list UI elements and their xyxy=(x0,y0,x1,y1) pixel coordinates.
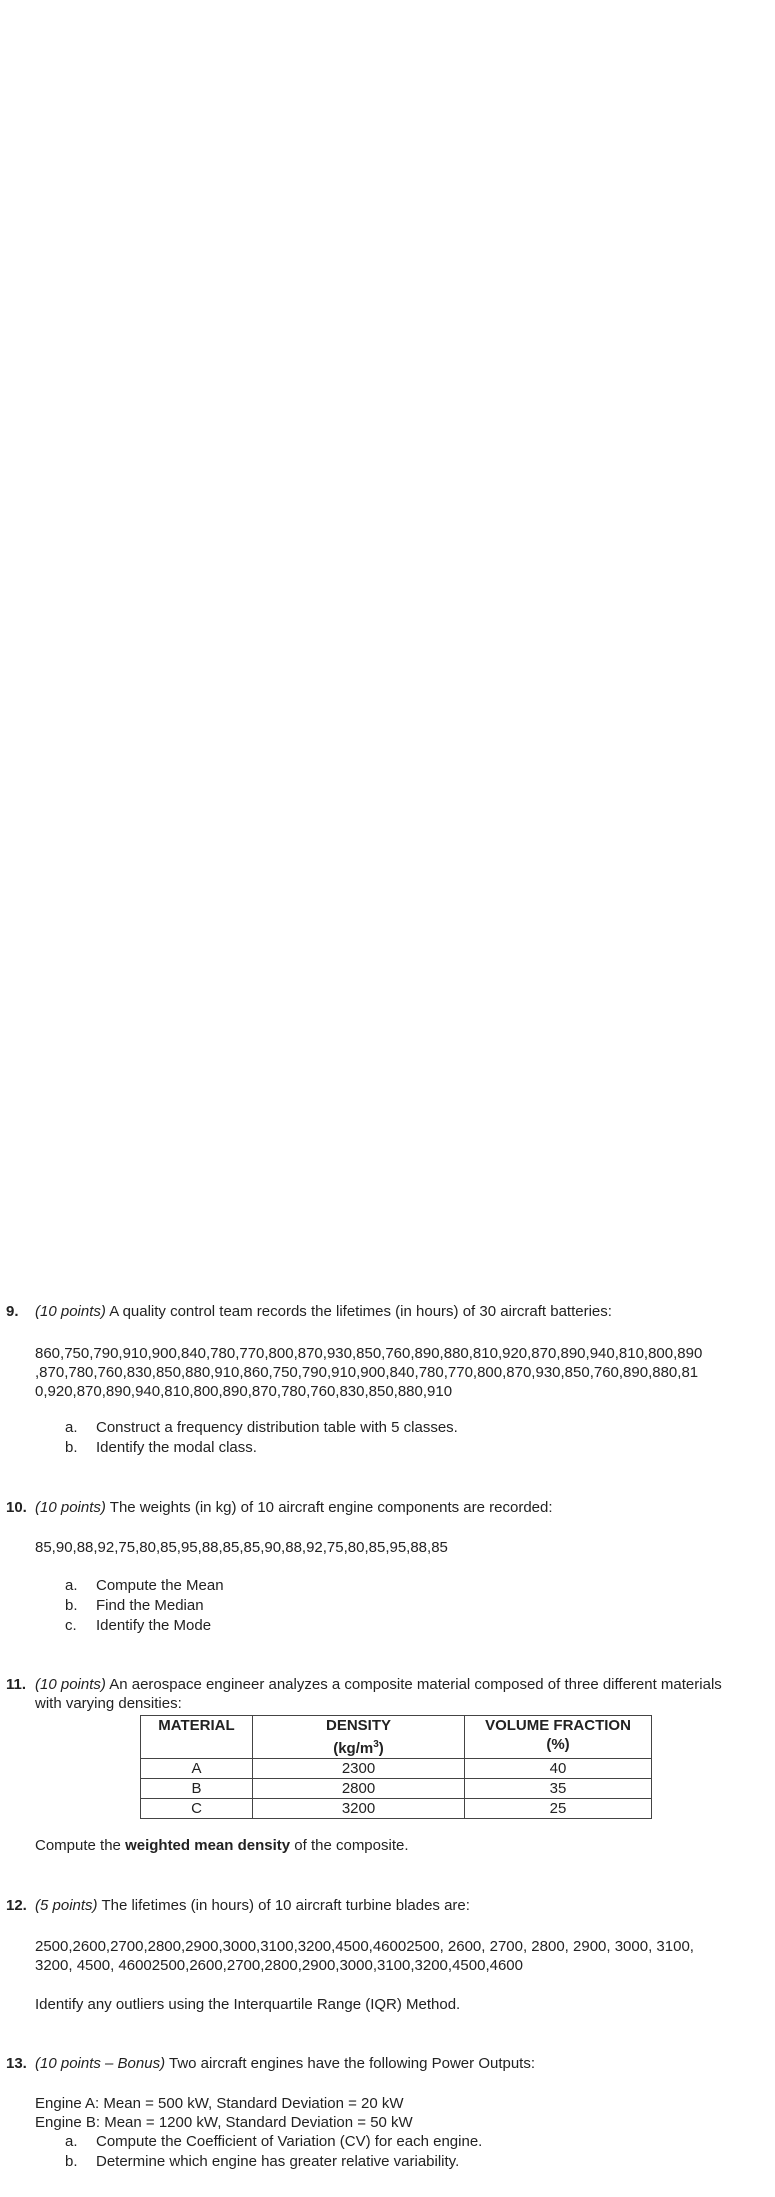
table-row xyxy=(141,1779,652,1799)
sub-question-marker: a. xyxy=(65,1577,78,1594)
question-text: A quality control team records the lifetimes (in hours) of 30 aircraft batteries: xyxy=(109,1303,612,1320)
question-number: 9. xyxy=(6,1303,19,1320)
column-header-volume-fraction xyxy=(465,1716,652,1759)
sub-question-list xyxy=(0,1576,775,1636)
volume-cell: 35 xyxy=(465,1779,652,1799)
sub-question-text: Find the Median xyxy=(96,1597,204,1614)
question-points: (10 points) xyxy=(35,1303,106,1320)
weighted-mean-instruction: Compute the weighted mean density of the composite. xyxy=(35,1837,409,1854)
sub-question-text: Identify the Mode xyxy=(96,1617,212,1634)
sub-question-list xyxy=(0,2132,775,2172)
sub-question-marker: c. xyxy=(65,1617,77,1634)
question-text: An aerospace engineer analyzes a composite material composed of three different materials with varying densities: xyxy=(35,1676,722,1712)
question-number: 10. xyxy=(6,1499,27,1516)
question-points: (10 points – Bonus) xyxy=(35,2055,166,2072)
sub-question xyxy=(0,1616,775,1636)
question-11 xyxy=(0,1675,775,1854)
column-header-material: MATERIAL xyxy=(141,1716,253,1759)
column-header-density xyxy=(253,1716,465,1759)
material-cell: A xyxy=(141,1759,253,1779)
question-text: Two aircraft engines have the following Power Outputs: xyxy=(168,2055,536,2072)
sub-question-marker: b. xyxy=(65,1597,78,1614)
volume-cell: 25 xyxy=(465,1799,652,1819)
engine-a-spec: Engine A: Mean = 500 kW, Standard Deviation = 20 kW xyxy=(35,2095,404,2112)
question-13-prompt xyxy=(0,2054,775,2074)
question-text: The lifetimes (in hours) of 10 aircraft turbine blades are: xyxy=(101,1897,470,1914)
question-9-prompt xyxy=(0,1302,775,1322)
component-weights-data: 85,90,88,92,75,80,85,95,88,85,85,90,88,92,75,80,85,95,88,85 xyxy=(35,1539,448,1556)
question-10-prompt xyxy=(0,1498,775,1518)
data-line: 2500,2600,2700,2800,2900,3000,3100,3200,4500,46002500, 2600, 2700, 2800, 2900, 3000, 3100, xyxy=(35,1938,694,1955)
question-points: (10 points) xyxy=(35,1499,106,1516)
question-points: (5 points) xyxy=(35,1897,98,1914)
sub-question-text: Identify the modal class. xyxy=(96,1439,257,1456)
volume-cell: 40 xyxy=(465,1759,652,1779)
battery-lifetimes-data xyxy=(35,1344,775,1401)
sub-question xyxy=(0,1576,775,1596)
sub-question-text: Construct a frequency distribution table with 5 classes. xyxy=(96,1419,458,1436)
volume-header-label: VOLUME FRACTION xyxy=(485,1717,631,1734)
question-12 xyxy=(0,1896,775,2014)
sub-question-marker: a. xyxy=(65,1419,78,1436)
table-row xyxy=(141,1799,652,1819)
sub-question-list xyxy=(0,1418,775,1458)
engine-b-spec: Engine B: Mean = 1200 kW, Standard Deviation = 50 kW xyxy=(35,2114,413,2131)
table-header-row xyxy=(141,1716,652,1759)
table-row xyxy=(141,1759,652,1779)
question-10 xyxy=(0,1498,775,1636)
density-header-unit: $(kg/m^3)$ xyxy=(333,1739,384,1757)
turbine-lifetimes-data xyxy=(35,1937,775,1975)
data-line: ,870,780,760,830,850,880,910,860,750,790,910,900,840,780,770,800,870,930,850,760,890,880,81 xyxy=(35,1364,699,1381)
materials-table xyxy=(140,1715,652,1819)
data-line: 3200, 4500, 46002500,2600,2700,2800,2900,3000,3100,3200,4500,4600 xyxy=(35,1957,523,1974)
sub-question-text: Compute the Coefficient of Variation (CV) for each engine. xyxy=(96,2133,483,2150)
sub-question xyxy=(0,1438,775,1458)
density-header-label: DENSITY xyxy=(325,1717,391,1734)
sub-question-marker: b. xyxy=(65,2153,78,2170)
engine-specs xyxy=(35,2094,775,2132)
sub-question-text: Determine which engine has greater relative variability. xyxy=(96,2153,460,2170)
question-11-prompt xyxy=(0,1675,735,1713)
question-number: 11. xyxy=(6,1676,27,1693)
data-line: 860,750,790,910,900,840,780,770,800,870,930,850,760,890,880,810,920,870,890,940,810,800,890 xyxy=(35,1345,703,1362)
data-line: 0,920,870,890,940,810,800,890,870,780,760,830,850,880,910 xyxy=(35,1383,453,1400)
density-cell: 2800 xyxy=(253,1779,465,1799)
sub-question xyxy=(0,1418,775,1438)
question-12-prompt xyxy=(0,1896,775,1916)
sub-question xyxy=(0,2132,775,2152)
question-number: 13. xyxy=(6,2055,27,2072)
emphasis-text: weighted mean density xyxy=(125,1837,291,1854)
sub-question xyxy=(0,2152,775,2172)
question-points: (10 points) xyxy=(35,1676,106,1693)
question-number: 12. xyxy=(6,1897,27,1914)
sub-question-marker: b. xyxy=(65,1439,78,1456)
iqr-instruction: Identify any outliers using the Interquartile Range (IQR) Method. xyxy=(35,1996,461,2013)
density-cell: 2300 xyxy=(253,1759,465,1779)
volume-header-unit: (%) xyxy=(546,1736,570,1753)
material-cell: C xyxy=(141,1799,253,1819)
sub-question-marker: a. xyxy=(65,2133,78,2150)
question-9 xyxy=(0,1302,775,1458)
material-cell: B xyxy=(141,1779,253,1799)
question-13 xyxy=(0,2054,775,2172)
density-cell: 3200 xyxy=(253,1799,465,1819)
sub-question-text: Compute the Mean xyxy=(96,1577,224,1594)
sub-question xyxy=(0,1596,775,1616)
question-text: The weights (in kg) of 10 aircraft engine components are recorded: xyxy=(109,1499,553,1516)
